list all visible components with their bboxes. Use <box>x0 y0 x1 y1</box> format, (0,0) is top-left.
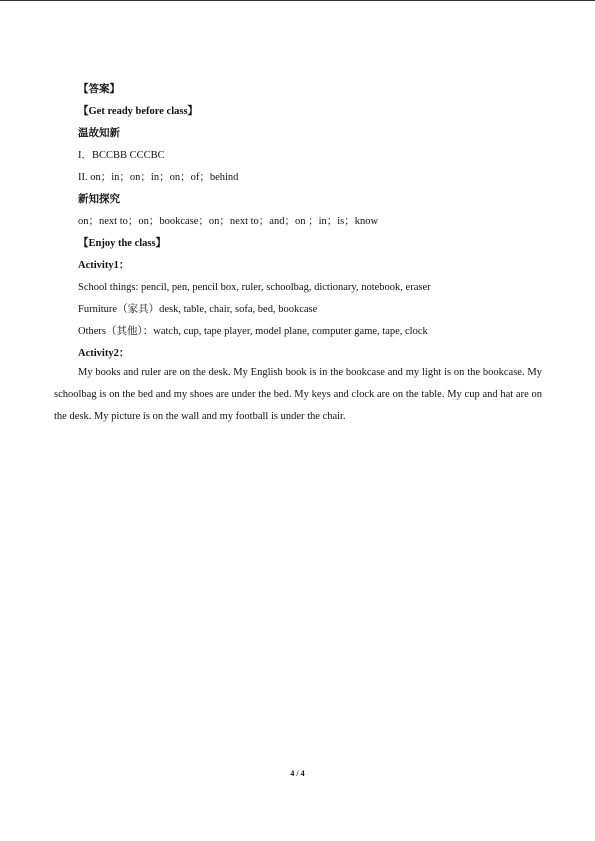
activity-1-heading: Activity1： <box>78 260 130 271</box>
header-rule <box>0 0 595 1</box>
others-line: Others（其他）：watch, cup, tape player, model plane, computer game, tape, clock <box>78 326 428 337</box>
section-heading-enjoy: 【Enjoy the class】 <box>78 238 167 249</box>
answer-line-part-1: I．BCCBB CCCBC <box>78 150 165 161</box>
school-things-line: School things: pencil, pen, pencil box, ruler, schoolbag, dictionary, notebook, eraser <box>78 282 431 293</box>
answer-section <box>78 79 543 365</box>
subheading-explore: 新知探究 <box>78 194 120 205</box>
section-heading-get-ready: 【Get ready before class】 <box>78 106 199 117</box>
answer-line-explore: on；next to；on；bookcase；on；next to；and；on ；in；is；know <box>78 216 379 227</box>
answer-line-part-2: II. on；in；on；in；on；of；behind <box>78 172 239 183</box>
activity-2-heading: Activity2： <box>78 348 130 359</box>
page-number: 4 / 4 <box>290 769 305 778</box>
answer-heading: 【答案】 <box>78 84 120 95</box>
subheading-review: 温故知新 <box>78 128 120 139</box>
activity-2-paragraph: My books and ruler are on the desk. My English book is in the bookcase and my light is on the bookcase. My schoolbag is on the bed and my shoes are under the bed. My keys and clock are on the table. My cup and hat are on the desk. My picture is on the wall and my football is under the chair. <box>54 367 542 422</box>
furniture-line: Furniture（家具）desk, table, chair, sofa, bed, bookcase <box>78 304 318 315</box>
